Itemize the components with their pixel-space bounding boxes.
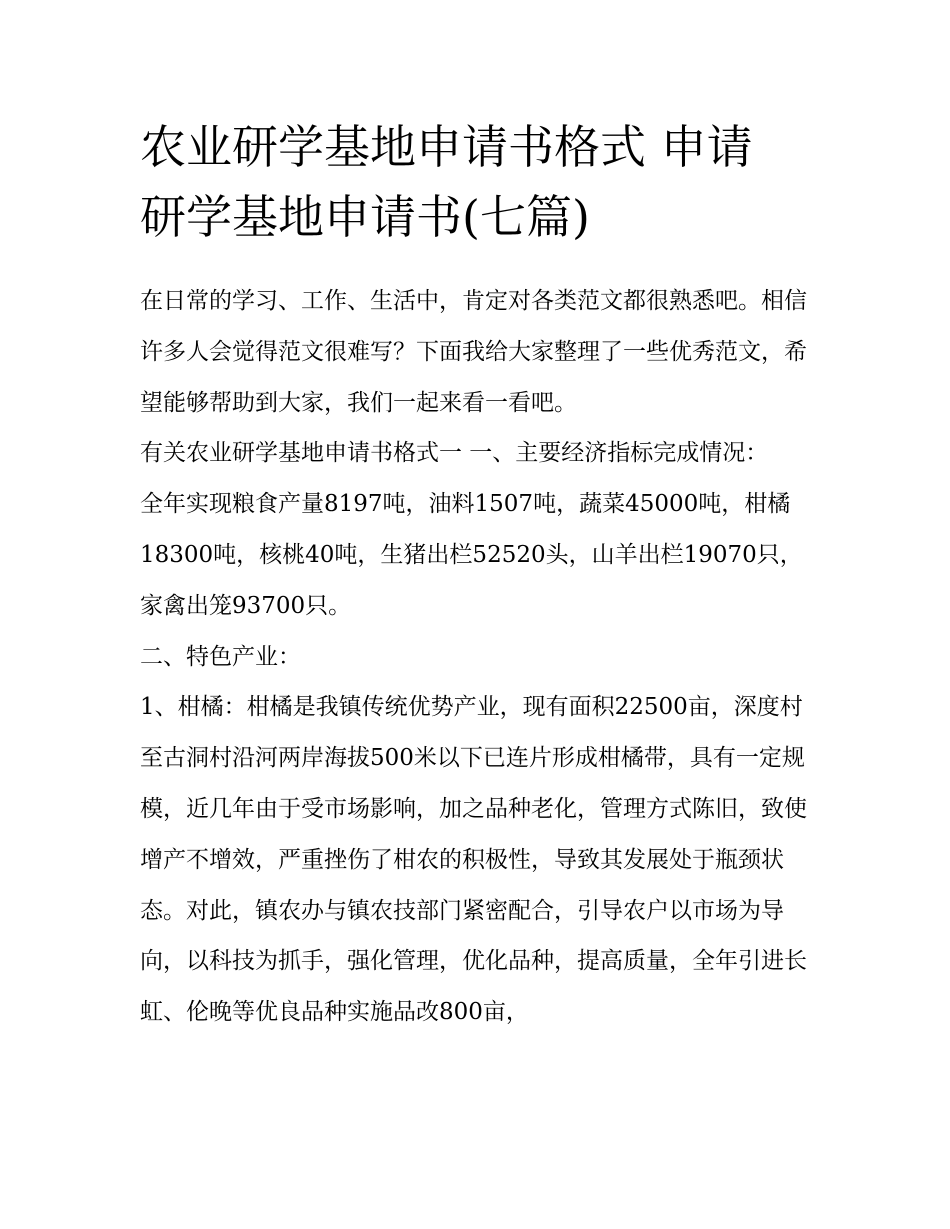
document-body <box>140 276 812 1038</box>
document-title <box>140 112 820 252</box>
title-line-2: 研学基地申请书(七篇) <box>140 190 590 244</box>
title-line-1: 农业研学基地申请书格式 申请 <box>140 120 753 174</box>
paragraph-heading-1: 有关农业研学基地申请书格式一 一、主要经济指标完成情况： <box>140 440 769 467</box>
paragraph-heading-2: 二、特色产业： <box>140 643 301 670</box>
paragraph-indicators: 全年实现粮食产量8197吨，油料1507吨，蔬菜45000吨，柑橘18300吨，核桃40吨，生猪出栏52520头，山羊出栏19070只，家禽出笼93700只。 <box>140 491 803 619</box>
paragraph-intro: 在日常的学习、工作、生活中，肯定对各类范文都很熟悉吧。相信许多人会觉得范文很难写？下面我给大家整理了一些优秀范文，希望能够帮助到大家，我们一起来看一看吧。 <box>140 288 807 416</box>
paragraph-citrus: 1、柑橘：柑橘是我镇传统优势产业，现有面积22500亩，深度村至古洞村沿河两岸海拔500米以下已连片形成柑橘带，具有一定规模，近几年由于受市场影响，加之品种老化，管理方式陈旧，致使增产不增效，严重挫伤了柑农的积极性，导致其发展处于瓶颈状态。对此，镇农办与镇农技部门紧密配合，引导农户以市场为导向，以科技为抓手，强化管理，优化品种，提高质量，全年引进长虹、伦晚等优良品种实施品改800亩， <box>140 694 807 1026</box>
